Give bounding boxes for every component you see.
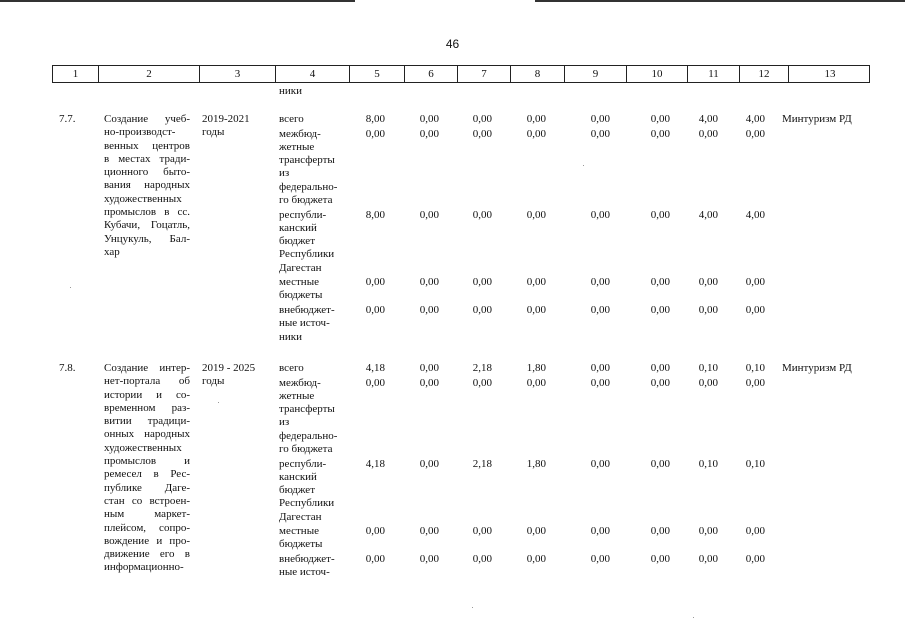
funding-value: 0,00: [419, 127, 439, 140]
executor: Минтуризм РД: [782, 362, 852, 374]
measure-name-line: витии традици-: [104, 415, 190, 428]
funding-value: 0,00: [526, 376, 546, 389]
measure-name-line: художественных: [104, 441, 182, 454]
funding-value: 0,00: [472, 376, 492, 389]
funding-source-line: трансферты: [279, 154, 335, 167]
measure-name-line: информационно-: [104, 561, 184, 574]
funding-value: 0,00: [590, 525, 610, 538]
funding-value: 0,00: [590, 127, 610, 140]
continuation-text: ники: [279, 85, 303, 97]
funding-value: 0,00: [590, 276, 610, 289]
funding-value: 4,18: [365, 457, 385, 470]
funding-source-line: всего: [279, 362, 304, 374]
funding-source-line: ники: [279, 330, 303, 343]
funding-source-line: канский: [279, 221, 317, 234]
measure-name-line: публике Даге-: [104, 481, 190, 494]
measure-name-line: Унцукуль, Бал-: [104, 232, 190, 245]
period: [202, 113, 250, 140]
funding-value: 0,10: [745, 457, 765, 470]
header-col-4: 4: [275, 66, 349, 82]
measure-name-line: онных народных: [104, 428, 190, 441]
header-col-9: 9: [564, 66, 626, 82]
funding-value: 0,00: [472, 208, 492, 221]
funding-value: 0,00: [419, 376, 439, 389]
funding-source: [279, 525, 322, 552]
funding-value: 0,00: [698, 276, 718, 289]
funding-source: [279, 362, 304, 375]
measure-name-line: промыслов в сс.: [104, 206, 190, 219]
scan-speck: [472, 607, 473, 608]
funding-value: 0,00: [365, 304, 385, 316]
funding-value: 0,00: [745, 304, 765, 316]
funding-value: 0,00: [698, 304, 718, 316]
measure-name-line: но-производст-: [104, 126, 176, 139]
funding-source-line: Республики: [279, 497, 335, 510]
measure-name-line: ционного быто-: [104, 166, 190, 179]
funding-value: 0,00: [698, 525, 718, 538]
funding-source-line: внебюджет-: [279, 553, 335, 565]
table-header-row: [52, 65, 870, 83]
funding-value: 0,00: [650, 113, 670, 125]
funding-source-line: Республики: [279, 248, 335, 261]
funding-source-line: федерально-: [279, 180, 338, 193]
funding-source-line: го бюджета: [279, 442, 333, 455]
period-line: 2019-2021: [202, 113, 250, 125]
header-col-8: 8: [510, 66, 564, 82]
funding-source-line: из: [279, 416, 290, 429]
funding-source-line: Дагестан: [279, 261, 322, 274]
funding-value: 0,00: [650, 127, 670, 140]
funding-source: [279, 553, 335, 580]
funding-value: 0,00: [698, 553, 718, 565]
header-col-6: 6: [404, 66, 457, 82]
funding-source-line: трансферты: [279, 403, 335, 416]
funding-value: 0,00: [365, 376, 385, 389]
measure-name-line: в местах тради-: [104, 152, 190, 165]
funding-source: [279, 113, 304, 126]
header-col-1: 1: [72, 68, 79, 80]
funding-value: 0,00: [698, 376, 718, 389]
measure-name-line: стан со встроен-: [104, 494, 190, 507]
period-line: годы: [202, 126, 225, 139]
funding-value: 0,00: [526, 208, 546, 221]
funding-value: 0,00: [419, 362, 439, 374]
funding-value: 0,00: [419, 457, 439, 470]
measure-name-line: промыслов и: [104, 455, 190, 468]
funding-value: 0,00: [650, 276, 670, 289]
funding-value: 4,00: [745, 113, 765, 125]
funding-value: 0,00: [419, 553, 439, 565]
funding-value: 0,00: [745, 525, 765, 538]
funding-value: 0,00: [526, 553, 546, 565]
measure-name-line: истории и со-: [104, 388, 190, 401]
period-line: годы: [202, 375, 225, 388]
funding-value: 0,10: [745, 362, 765, 374]
funding-source: [279, 276, 322, 303]
period-line: 2019 - 2025: [202, 362, 256, 374]
funding-value: 0,00: [650, 525, 670, 538]
funding-source: [279, 458, 334, 524]
funding-value: 0,00: [419, 525, 439, 538]
funding-source-line: ные источ-: [279, 566, 330, 579]
funding-source-line: местные: [279, 525, 319, 538]
measure-name-line: Кубачи, Гоцатль,: [104, 219, 190, 232]
funding-source-line: республи-: [279, 208, 327, 221]
funding-value: 8,00: [365, 208, 385, 221]
header-col-10: 10: [626, 66, 687, 82]
funding-value: 0,00: [365, 127, 385, 140]
funding-value: 0,00: [650, 362, 670, 374]
funding-value: 0,00: [590, 362, 610, 374]
funding-value: 0,00: [419, 276, 439, 289]
row-number: 7.7.: [59, 113, 76, 125]
measure-name-line: венных центров: [104, 139, 190, 152]
period: [202, 362, 255, 389]
funding-value: 0,00: [472, 113, 492, 125]
funding-value: 1,80: [526, 362, 546, 374]
measure-name-line: хар: [104, 245, 120, 258]
funding-value: 1,80: [526, 457, 546, 470]
scan-speck: [70, 287, 71, 288]
funding-value: 2,18: [472, 362, 492, 374]
funding-value: 0,00: [590, 113, 610, 125]
top-rule-right: [535, 0, 905, 2]
funding-source: [279, 128, 337, 208]
measure-name-line: вания народных: [104, 179, 190, 192]
funding-value: 0,00: [526, 127, 546, 140]
funding-value: 0,00: [472, 127, 492, 140]
funding-value: 0,00: [365, 276, 385, 289]
measure-name-line: ремесел в Рес-: [104, 468, 190, 481]
funding-source: [279, 304, 335, 344]
funding-source-line: республи-: [279, 457, 327, 470]
funding-source-line: из: [279, 167, 290, 180]
funding-value: 0,00: [650, 457, 670, 470]
funding-value: 0,00: [472, 553, 492, 565]
funding-value: 0,00: [365, 525, 385, 538]
funding-source-line: жетные: [279, 140, 315, 153]
measure-name-line: нет-портала об: [104, 375, 190, 388]
funding-value: 8,00: [365, 113, 385, 125]
measure-name-line: движение его в: [104, 548, 190, 561]
funding-value: 0,00: [472, 276, 492, 289]
funding-value: 0,00: [526, 276, 546, 289]
funding-value: 2,18: [472, 457, 492, 470]
measure-name-line: временном раз-: [104, 401, 190, 414]
funding-source-line: бюджеты: [279, 538, 323, 551]
funding-value: 4,00: [745, 208, 765, 221]
funding-source-line: межбюд-: [279, 376, 321, 389]
scan-speck: [693, 617, 694, 618]
funding-value: 4,00: [698, 113, 718, 125]
funding-value: 0,00: [745, 553, 765, 565]
measure-name: [104, 362, 190, 575]
funding-value: 0,00: [590, 376, 610, 389]
funding-source-line: местные: [279, 276, 319, 289]
funding-value: 0,00: [472, 525, 492, 538]
funding-source-line: всего: [279, 113, 304, 125]
funding-value: 0,00: [650, 208, 670, 221]
funding-source-line: внебюджет-: [279, 304, 335, 316]
funding-source-line: ные источ-: [279, 317, 330, 330]
funding-value: 0,00: [526, 304, 546, 316]
measure-name-line: вождение и про-: [104, 534, 190, 547]
header-col-3: 3: [199, 66, 275, 82]
funding-source-line: бюджет: [279, 484, 315, 497]
funding-value: 0,00: [745, 376, 765, 389]
funding-source-line: бюджет: [279, 235, 315, 248]
funding-value: 0,00: [745, 276, 765, 289]
funding-value: 0,00: [472, 304, 492, 316]
funding-source-line: Дагестан: [279, 510, 322, 523]
funding-value: 4,00: [698, 208, 718, 221]
header-col-13: 13: [788, 66, 871, 82]
funding-source-line: жетные: [279, 389, 315, 402]
funding-value: 4,18: [365, 362, 385, 374]
funding-value: 0,00: [365, 553, 385, 565]
funding-value: 0,00: [650, 376, 670, 389]
funding-value: 0,00: [650, 304, 670, 316]
header-col-7: 7: [457, 66, 510, 82]
header-col-2: 2: [98, 66, 199, 82]
funding-value: 0,10: [698, 362, 718, 374]
funding-value: 0,00: [590, 208, 610, 221]
funding-source-line: федерально-: [279, 429, 338, 442]
measure-name-line: художественных: [104, 192, 182, 205]
header-col-12: 12: [739, 66, 788, 82]
row-number: 7.8.: [59, 362, 76, 374]
funding-source: [279, 209, 334, 275]
scan-speck: [218, 402, 219, 403]
funding-value: 0,00: [419, 208, 439, 221]
funding-source-line: го бюджета: [279, 193, 333, 206]
scan-speck: [583, 165, 584, 166]
funding-value: 0,00: [526, 525, 546, 538]
measure-name: [104, 113, 190, 259]
funding-value: 0,00: [526, 113, 546, 125]
page-number: 46: [445, 37, 460, 51]
executor: Минтуризм РД: [782, 113, 852, 125]
funding-value: 0,00: [698, 127, 718, 140]
measure-name-line: ным маркет-: [104, 508, 190, 521]
funding-value: 0,00: [419, 113, 439, 125]
funding-value: 0,00: [590, 304, 610, 316]
funding-source: [279, 377, 337, 457]
funding-value: 0,00: [590, 553, 610, 565]
top-rule-left: [0, 0, 355, 2]
funding-value: 0,00: [745, 127, 765, 140]
funding-value: 0,00: [650, 553, 670, 565]
funding-value: 0,00: [419, 304, 439, 316]
funding-value: 0,00: [590, 457, 610, 470]
funding-source-line: межбюд-: [279, 127, 321, 140]
measure-name-line: Создание интер-: [104, 362, 190, 374]
header-col-5: 5: [349, 66, 404, 82]
measure-name-line: Создание учеб-: [104, 113, 190, 125]
funding-source-line: бюджеты: [279, 289, 323, 302]
header-col-11: 11: [687, 66, 739, 82]
funding-source-line: канский: [279, 470, 317, 483]
funding-value: 0,10: [698, 457, 718, 470]
measure-name-line: плейсом, сопро-: [104, 521, 190, 534]
